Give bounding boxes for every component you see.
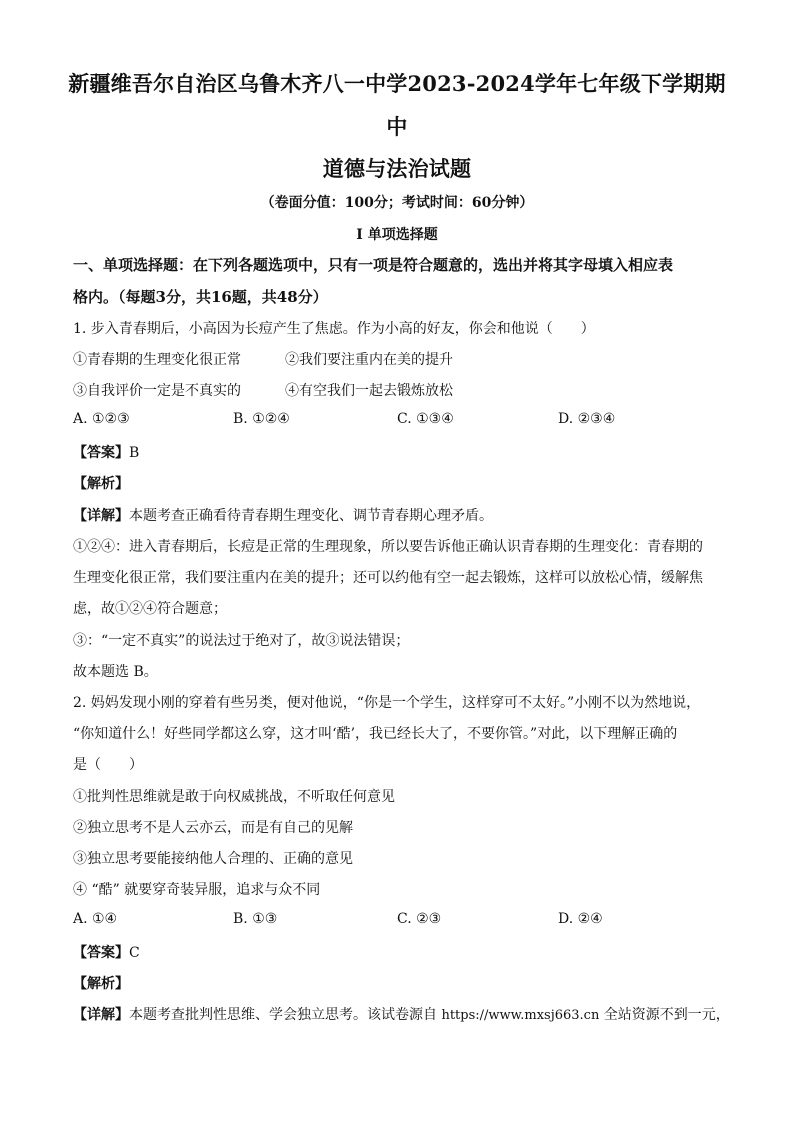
answer-value: C (129, 945, 140, 961)
q2-statement-4: ④ “酷” 就要穿奇装异服，追求与众不同 (73, 882, 321, 898)
instructions-line1: 一、单项选择题：在下列各题选项中，只有一项是符合题意的，选出并将其字母填入相应表 (73, 256, 674, 274)
q2-statement-1: ①批判性思维就是敢于向权威挑战，不听取任何意见 (73, 789, 395, 805)
q2-detail (73, 1004, 730, 1024)
q2-analysis-tag: 【解析】 (73, 976, 129, 992)
q2-option-b: B. ①③ (233, 911, 278, 927)
q2-stem-line3: 是（ ） (73, 757, 143, 773)
q2-statement-3: ③独立思考要能接纳他人合理的、正确的意见 (73, 851, 353, 867)
q2-answer (73, 942, 723, 962)
exam-title-line2: 中 (386, 114, 408, 139)
q1-statement-4: ④有空我们一起去锻炼放松 (285, 383, 453, 399)
q1-analysis-tag: 【解析】 (73, 476, 129, 492)
source-url: https://www.mxsj663.cn (441, 1008, 600, 1023)
detail-tag: 【详解】 (73, 508, 129, 524)
exam-title-line1: 新疆维吾尔自治区乌鲁木齐八一中学2023-2024学年七年级下学期期 (68, 71, 726, 96)
exam-subject-title: 道德与法治试题 (322, 156, 472, 181)
section-heading: I 单项选择题 (356, 227, 438, 243)
q1-statement-1: ①青春期的生理变化很正常 (73, 352, 241, 368)
q1-statement-3: ③自我评价一定是不真实的 (73, 383, 241, 399)
answer-tag: 【答案】 (73, 445, 129, 461)
detail-text: 本题考查正确看待青春期生理变化、调节青春期心理矛盾。 (129, 508, 493, 524)
q1-answer (73, 442, 723, 462)
q1-option-b: B. ①②④ (233, 411, 290, 427)
q1-explanation-2: 生理变化很正常，我们要注重内在美的提升；还可以约他有空一起去锻炼，这样可以放松心情，缓解焦 (73, 570, 703, 586)
q2-stem-line2: “你知道什么！好些同学都这么穿，这才叫‘酷’，我已经长大了，不要你管。”对此，以下理解正确的 (73, 726, 678, 742)
answer-value: B (129, 445, 140, 461)
q2-stem-line1: 2. 妈妈发现小刚的穿着有些另类，便对他说，“你是一个学生，这样穿可不太好。”小刚不以为然地说， (73, 695, 701, 711)
q1-option-d: D. ②③④ (558, 411, 616, 427)
q2-statement-2: ②独立思考不是人云亦云，而是有自己的见解 (73, 820, 353, 836)
q1-detail (73, 505, 723, 525)
q1-statement-2: ②我们要注重内在美的提升 (285, 352, 453, 368)
detail-text: 本题考查批判性思维、学会独立思考。该试卷源自 (129, 1007, 437, 1023)
instructions-line2: 格内。（每题3分，共16题，共48分） (73, 288, 328, 306)
q1-explanation-4: ③：“一定不真实”的说法过于绝对了，故③说法错误； (73, 633, 410, 649)
q2-option-a: A. ①④ (73, 911, 118, 927)
q1-explanation-5: 故本题选 B。 (73, 664, 158, 680)
q1-option-a: A. ①②③ (73, 411, 130, 427)
detail-tail: 全站资源不到一元， (603, 1007, 730, 1023)
q2-option-c: C. ②③ (397, 911, 442, 927)
q1-explanation-3: 虑，故①②④符合题意； (73, 601, 227, 617)
q1-explanation-1: ①②④：进入青春期后，长痘是正常的生理现象，所以要告诉他正确认识青春期的生理变化：青春期的 (73, 539, 703, 555)
detail-tag: 【详解】 (73, 1007, 129, 1023)
q1-stem: 1. 步入青春期后，小高因为长痘产生了焦虑。作为小高的好友，你会和他说（ ） (73, 321, 595, 337)
q2-option-d: D. ②④ (558, 911, 603, 927)
q1-option-c: C. ①③④ (397, 411, 454, 427)
answer-tag: 【答案】 (73, 945, 129, 961)
exam-meta: （卷面分值：100分；考试时间：60分钟） (260, 195, 534, 211)
